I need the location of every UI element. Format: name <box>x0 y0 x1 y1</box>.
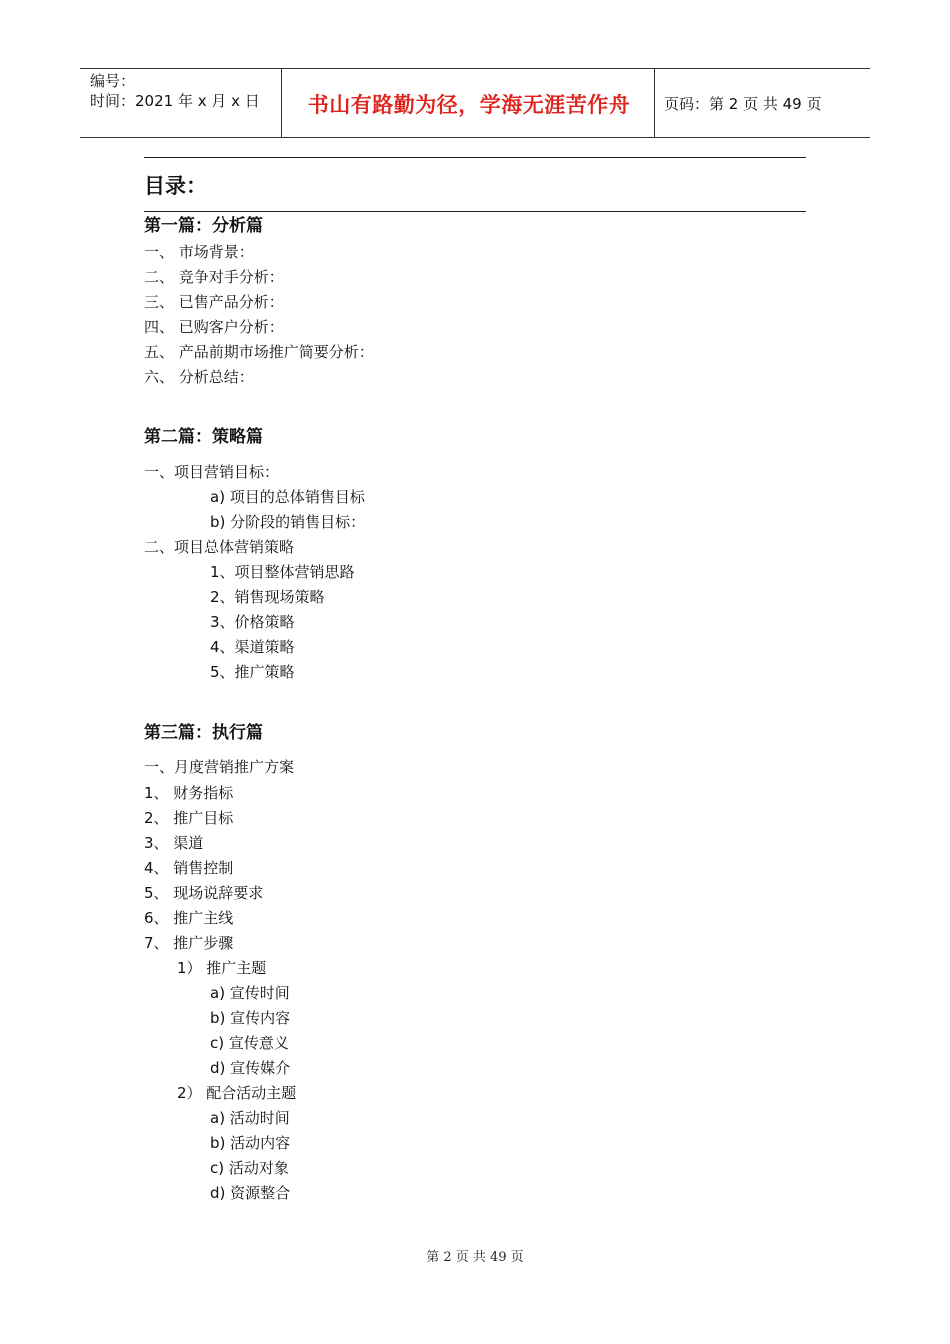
toc-item: a) 项目的总体销售目标 <box>210 488 365 506</box>
header-meta <box>90 71 260 111</box>
toc-item: a) 宣传时间 <box>210 984 290 1002</box>
toc-item: 3、 渠道 <box>144 834 204 852</box>
toc-title: 目录： <box>144 174 207 198</box>
toc-item: 6、 推广主线 <box>144 909 234 927</box>
toc-item: 2） 配合活动主题 <box>177 1084 297 1102</box>
toc-item: 一、月度营销推广方案 <box>144 758 295 776</box>
toc-item: 二、项目总体营销策略 <box>144 538 295 556</box>
toc-item: 3、价格策略 <box>210 613 295 631</box>
toc-item: d) 资源整合 <box>210 1184 291 1202</box>
toc-item: b) 宣传内容 <box>210 1009 291 1027</box>
toc-item: 2、 推广目标 <box>144 809 234 827</box>
toc-item: 4、 销售控制 <box>144 859 234 877</box>
header-divider <box>654 69 655 137</box>
part1-heading: 第一篇：分析篇 <box>144 216 263 236</box>
header-page-info: 页码：第 2 页 共 49 页 <box>664 95 822 113</box>
toc-item: 1、项目整体营销思路 <box>210 563 355 581</box>
toc-item: 5、推广策略 <box>210 663 295 681</box>
document-time: 时间：2021 年 x 月 x 日 <box>90 92 260 110</box>
part2-heading: 第二篇：策略篇 <box>144 427 263 447</box>
toc-item: 一、项目营销目标： <box>144 463 280 481</box>
toc-item: b) 活动内容 <box>210 1134 291 1152</box>
toc-item: b) 分阶段的销售目标： <box>210 513 366 531</box>
toc-item: 二、 竞争对手分析： <box>144 268 284 286</box>
page-header <box>80 68 870 138</box>
part3-heading: 第三篇：执行篇 <box>144 723 263 743</box>
toc-bottom-rule <box>144 211 806 212</box>
toc-item: 五、 产品前期市场推广简要分析： <box>144 343 374 361</box>
page-footer: 第 2 页 共 49 页 <box>426 1250 524 1265</box>
toc-item: 六、 分析总结： <box>144 368 254 386</box>
toc-item: a) 活动时间 <box>210 1109 290 1127</box>
toc-top-rule <box>144 157 806 158</box>
toc-item: 5、 现场说辞要求 <box>144 884 264 902</box>
toc-item: 一、 市场背景： <box>144 243 254 261</box>
toc-item: c) 活动对象 <box>210 1159 289 1177</box>
toc-item: d) 宣传媒介 <box>210 1059 291 1077</box>
toc-item: 2、销售现场策略 <box>210 588 325 606</box>
header-motto: 书山有路勤为径，学海无涯苦作舟 <box>307 93 631 117</box>
toc-item: 1） 推广主题 <box>177 959 267 977</box>
toc-item: 4、渠道策略 <box>210 638 295 656</box>
toc-item: c) 宣传意义 <box>210 1034 289 1052</box>
toc-item: 1、 财务指标 <box>144 784 234 802</box>
document-number: 编号： <box>90 72 136 90</box>
toc-item: 7、 推广步骤 <box>144 934 234 952</box>
toc-item: 四、 已购客户分析： <box>144 318 284 336</box>
toc-item: 三、 已售产品分析： <box>144 293 284 311</box>
